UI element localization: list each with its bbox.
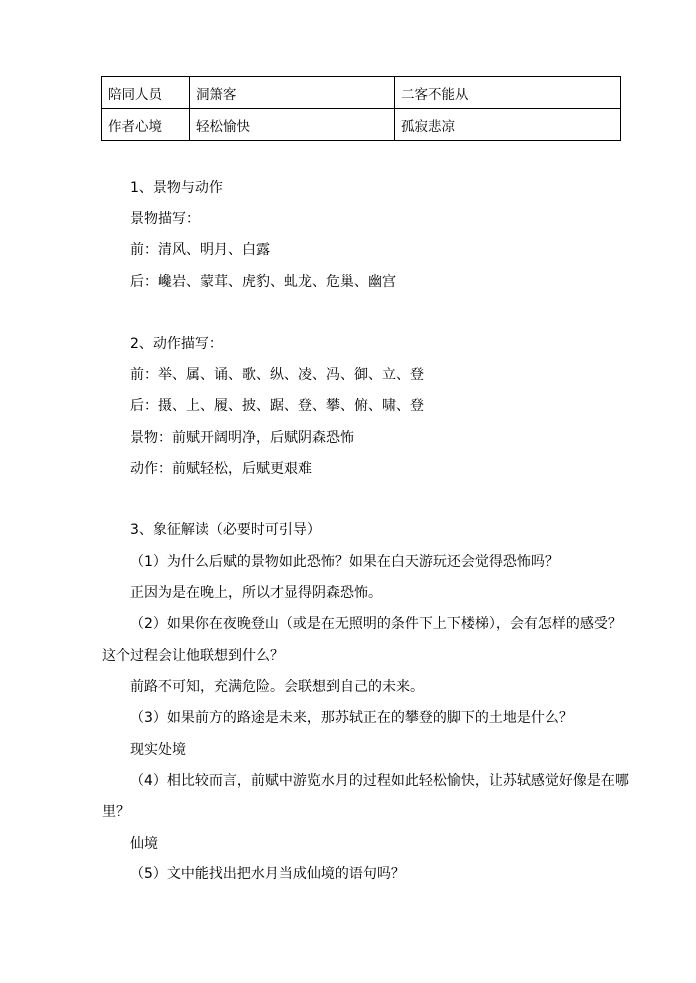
question-4-line-2: 里？ <box>102 804 130 820</box>
table-cell: 轻松愉快 <box>190 109 395 141</box>
question-2-line-1: （2）如果你在夜晚登山（或是在无照明的条件下上下楼梯），会有怎样的感受？ <box>130 616 622 632</box>
section-3-heading: 3、象征解读（必要时可引导） <box>130 522 321 538</box>
question-4-line-1: （4）相比较而言，前赋中游览水月的过程如此轻松愉快，让苏轼感觉好像是在哪 <box>130 773 629 789</box>
comparison-table <box>101 76 621 141</box>
action-after: 后：摄、上、履、披、踞、登、攀、俯、啸、登 <box>130 398 424 414</box>
scenery-summary: 景物：前赋开阔明净，后赋阴森恐怖 <box>130 430 354 446</box>
section-1-heading: 1、景物与动作 <box>130 180 223 196</box>
action-before: 前：举、属、诵、歌、纵、凌、冯、御、立、登 <box>130 367 424 383</box>
table-cell: 作者心境 <box>102 109 190 141</box>
answer-3: 现实处境 <box>130 742 186 758</box>
scenery-before: 前：清风、明月、白露 <box>130 242 270 258</box>
question-2-line-2: 这个过程会让他联想到什么？ <box>102 648 284 664</box>
table-row <box>102 109 621 141</box>
table-cell: 洞箫客 <box>190 77 395 109</box>
section-2-heading: 2、动作描写： <box>130 336 223 352</box>
question-3: （3）如果前方的路途是未来，那苏轼正在的攀登的脚下的土地是什么？ <box>130 710 573 726</box>
scenery-after: 后：巉岩、蒙茸、虎豹、虬龙、危巢、幽宫 <box>130 274 396 290</box>
scenery-subheading: 景物描写： <box>130 211 200 227</box>
answer-1: 正因为是在晚上，所以才显得阴森恐怖。 <box>130 585 382 601</box>
question-5: （5）文中能找出把水月当成仙境的语句吗？ <box>130 866 405 882</box>
table-cell: 孤寂悲凉 <box>395 109 621 141</box>
question-1: （1）为什么后赋的景物如此恐怖？如果在白天游玩还会觉得恐怖吗？ <box>130 554 559 570</box>
action-summary: 动作：前赋轻松，后赋更艰难 <box>130 461 312 477</box>
table-cell: 陪同人员 <box>102 77 190 109</box>
table-cell: 二客不能从 <box>395 77 621 109</box>
table-row <box>102 77 621 109</box>
answer-4: 仙境 <box>130 836 158 852</box>
answer-2: 前路不可知，充满危险。会联想到自己的未来。 <box>130 679 424 695</box>
